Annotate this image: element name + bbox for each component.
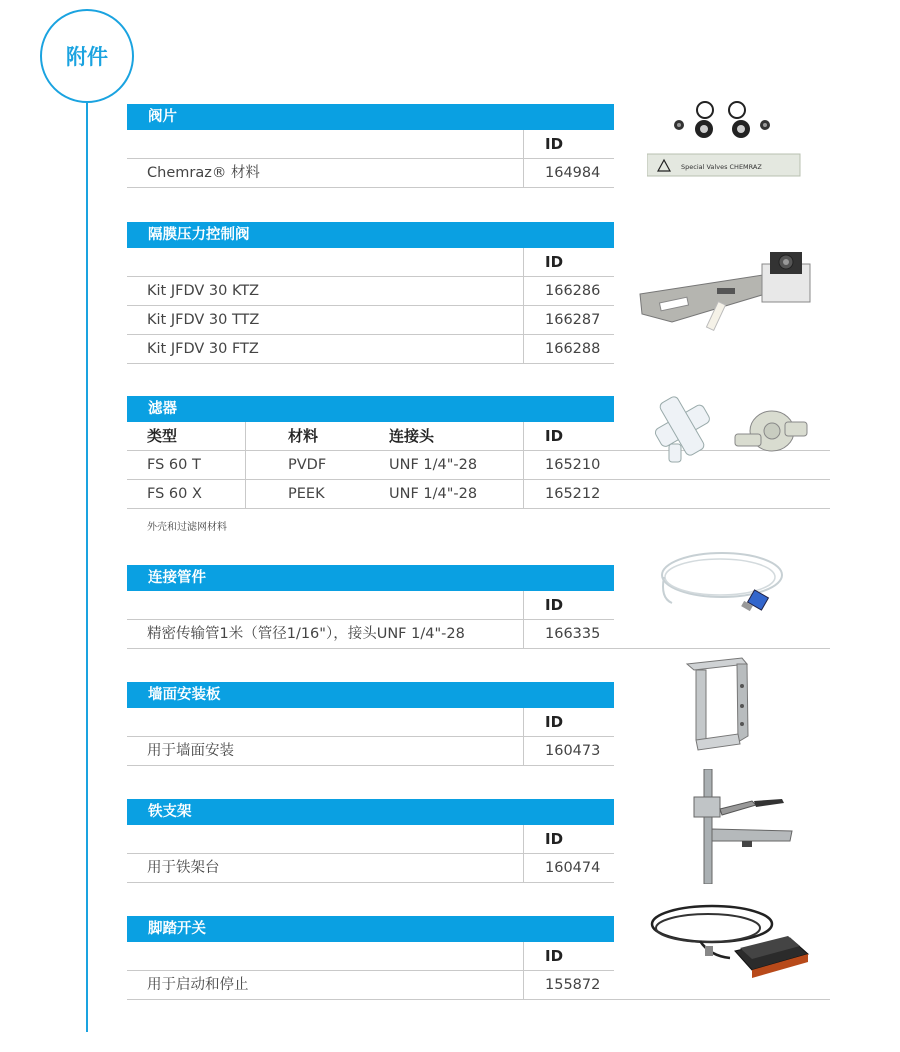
item-name: 用于铁架台 — [147, 860, 220, 876]
id-column-header: ID — [523, 825, 615, 853]
wall-column-row — [127, 708, 614, 737]
footswitch-column-row — [127, 942, 614, 971]
filter-note: 外壳和过滤网材料 — [147, 522, 227, 533]
connector-column-header: 连接头 — [389, 427, 435, 445]
table-row — [127, 335, 614, 364]
filter-header: 滤器 — [127, 396, 614, 422]
type-column-header: 类型 — [147, 427, 178, 445]
item-name: Kit JFDV 30 KTZ — [147, 283, 260, 299]
table-row — [127, 306, 614, 335]
valves-header: 阀片 — [127, 104, 614, 130]
item-name: Kit JFDV 30 TTZ — [147, 312, 260, 328]
filter-type: FS 60 X — [147, 486, 202, 502]
wall-section — [127, 682, 830, 772]
stand-clamp-image — [682, 769, 802, 884]
diaphragm-valve-image — [632, 242, 827, 342]
id-column-header: ID — [523, 591, 615, 619]
diaphragm-column-row — [127, 248, 614, 277]
diaphragm-header: 隔膜压力控制阀 — [127, 222, 614, 248]
item-id: 166288 — [523, 335, 615, 363]
table-row — [127, 854, 614, 883]
valves-section — [127, 104, 830, 194]
id-column-header: ID — [523, 422, 615, 450]
valves-image — [647, 94, 827, 189]
fitting-column-row — [127, 591, 614, 620]
filter-section — [127, 396, 830, 546]
valves-column-row — [127, 130, 614, 159]
filter-material: PEEK — [245, 480, 325, 508]
stand-header: 铁支架 — [127, 799, 614, 825]
id-column-header: ID — [523, 130, 615, 158]
table-row — [127, 159, 614, 188]
filter-connector: UNF 1/4"-28 — [389, 486, 478, 502]
table-row — [127, 620, 830, 649]
item-id: 165212 — [523, 480, 615, 508]
item-name: 精密传输管1米（管径1/16"），接头UNF 1/4"-28 — [147, 626, 465, 642]
valves-label-text: Special Valves CHEMRAZ — [681, 163, 762, 171]
diaphragm-section — [127, 222, 830, 367]
item-id: 166287 — [523, 306, 615, 334]
item-id: 155872 — [523, 971, 615, 999]
footswitch-section — [127, 916, 830, 1006]
stand-column-row — [127, 825, 614, 854]
footswitch-header: 脚踏开关 — [127, 916, 614, 942]
item-id: 164984 — [523, 159, 615, 187]
filter-connector: UNF 1/4"-28 — [389, 457, 478, 473]
wall-header: 墙面安装板 — [127, 682, 614, 708]
filter-image — [647, 386, 822, 486]
fitting-section — [127, 565, 830, 655]
id-column-header: ID — [523, 708, 615, 736]
item-name: 用于启动和停止 — [147, 977, 249, 993]
footswitch-image — [640, 896, 820, 991]
item-id: 160474 — [523, 854, 615, 882]
id-column-header: ID — [523, 248, 615, 276]
item-name: Chemraz® 材料 — [147, 165, 260, 181]
filter-material: PVDF — [245, 451, 326, 479]
badge-title: 附件 — [66, 45, 108, 69]
table-row — [127, 737, 614, 766]
filter-type: FS 60 T — [147, 457, 201, 473]
item-name: Kit JFDV 30 FTZ — [147, 341, 259, 357]
item-name: 用于墙面安装 — [147, 743, 234, 759]
wall-bracket-image — [682, 656, 762, 756]
item-id: 166286 — [523, 277, 615, 305]
fitting-header: 连接管件 — [127, 565, 614, 591]
section-badge — [40, 9, 134, 103]
item-id: 165210 — [523, 451, 615, 479]
table-row — [127, 277, 614, 306]
item-id: 160473 — [523, 737, 615, 765]
id-column-header: ID — [523, 942, 615, 970]
fitting-tube-image — [652, 543, 792, 623]
timeline-line — [86, 103, 88, 1032]
material-column-header: 材料 — [245, 422, 318, 450]
item-id: 166335 — [523, 620, 615, 648]
stand-section — [127, 799, 830, 889]
